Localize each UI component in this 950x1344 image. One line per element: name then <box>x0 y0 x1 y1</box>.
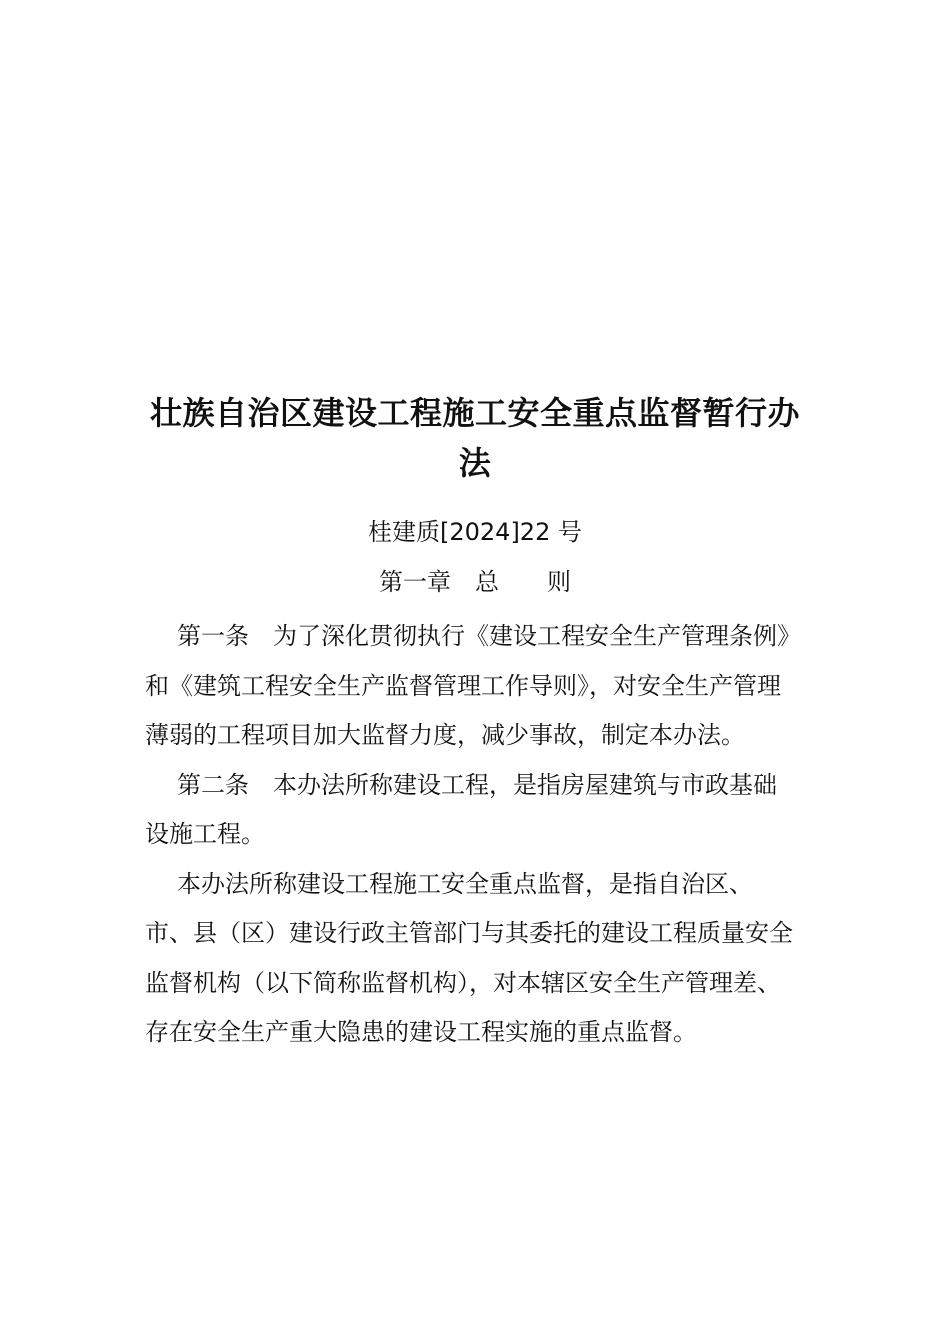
article-2-definition-paragraph: 本办法所称建设工程施工安全重点监督，是指自治区、市、县（区）建设行政主管部门与其委托的建设工程质量安全监督机构（以下简称监督机构），对本辖区安全生产管理差、存在安全生产重大隐患的建设工程实施的重点监督。 <box>145 869 793 1046</box>
article-2-paragraph: 第二条 本办法所称建设工程，是指房屋建筑与市政基础设施工程。 <box>145 770 777 848</box>
article-1-paragraph: 第一条 为了深化贯彻执行《建设工程安全生产管理条例》和《建筑工程安全生产监督管理工作导则》，对安全生产管理薄弱的工程项目加大监督力度，减少事故，制定本办法。 <box>145 622 789 749</box>
chapter-heading: 第一章 总 则 <box>379 568 571 596</box>
document-title: 壮族自治区建设工程施工安全重点监督暂行办法 <box>149 394 800 482</box>
document-body <box>145 612 795 1058</box>
document-number: 桂建质[2024]22 号 <box>368 518 582 546</box>
